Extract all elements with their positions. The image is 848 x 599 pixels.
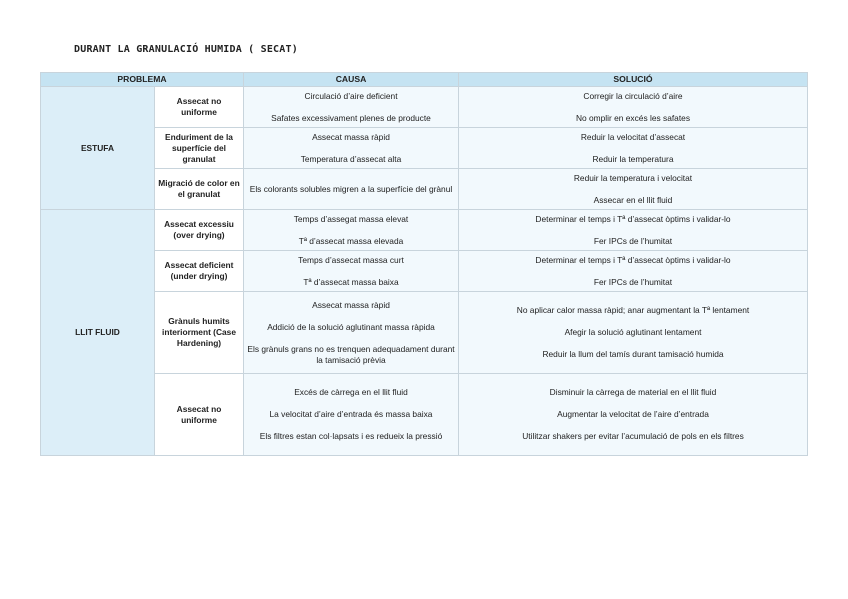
solution-text: Reduir la temperatura i velocitat: [573, 172, 693, 183]
solution-text: Assecar en el llit fluid: [593, 194, 673, 205]
solution-text: No aplicar calor massa ràpid; anar augmentant la Tª lentament: [516, 305, 750, 315]
category-estufa: ESTUFA: [41, 87, 155, 210]
cause-text: La velocitat d’aire d’entrada és massa baixa: [269, 409, 433, 419]
solution-cell: [459, 374, 808, 456]
cause-cell: [244, 374, 459, 456]
cause-cell: [244, 292, 459, 374]
table-row: [41, 87, 808, 128]
solution-cell: [459, 87, 808, 128]
header-causa: CAUSA: [244, 73, 459, 87]
solution-cell: [459, 169, 808, 210]
cause-cell: [244, 251, 459, 292]
cause-text: Temperatura d’assecat alta: [300, 153, 402, 164]
solution-text: Determinar el temps i Tª d’assecat òptims i validar-lo: [535, 254, 731, 265]
solution-text: Disminuir la càrrega de material en el llit fluid: [549, 387, 717, 397]
cause-text: Temps d’assegat massa elevat: [293, 213, 409, 224]
table-row: [41, 374, 808, 456]
cause-text: Safates excessivament plenes de producte: [271, 112, 431, 123]
solution-cell: [459, 251, 808, 292]
cause-cell: [244, 87, 459, 128]
table-row: [41, 128, 808, 169]
header-problema: PROBLEMA: [41, 73, 244, 87]
cause-text: Els filtres estan col·lapsats i es redueix la pressió: [259, 431, 443, 441]
solution-text: Reduir la velocitat d’assecat: [580, 131, 686, 142]
table-row: [41, 292, 808, 374]
problem-cell: Enduriment de la superfície del granulat: [155, 128, 244, 169]
problem-cell: Assecat no uniforme: [155, 87, 244, 128]
cause-text: Els grànuls grans no es trenquen adequadament durant la tamisació prèvia: [247, 343, 455, 365]
cause-text: Excés de càrrega en el llit fluid: [294, 387, 408, 397]
table-header-row: [41, 73, 808, 87]
cause-text: Tª d’assecat massa baixa: [303, 276, 399, 287]
cause-cell: [244, 210, 459, 251]
problem-cell: Assecat deficient (under drying): [155, 251, 244, 292]
solution-text: Fer IPCs de l’humitat: [593, 276, 673, 287]
cause-text: Assecat massa ràpid: [312, 299, 390, 310]
solution-text: Utilitzar shakers per evitar l’acumulació de pols en els filtres: [522, 431, 744, 441]
header-solucio: SOLUCIÓ: [459, 73, 808, 87]
troubleshooting-table: [40, 72, 808, 456]
solution-text: Reduir la llum del tamís durant tamisació humida: [542, 349, 724, 359]
solution-text: Corregir la circulació d’aire: [583, 90, 683, 101]
table-row: [41, 251, 808, 292]
solution-cell: [459, 210, 808, 251]
problem-cell: Grànuls humits interiorment (Case Hardening): [155, 292, 244, 374]
cause-cell: [244, 128, 459, 169]
cause-text: Circulació d’aire deficient: [304, 90, 398, 101]
solution-text: Determinar el temps i Tª d’assecat òptims i validar-lo: [535, 213, 731, 224]
page-title: DURANT LA GRANULACIÓ HUMIDA ( SECAT): [74, 44, 298, 55]
solution-text: No omplir en excés les safates: [575, 112, 691, 123]
solution-cell: [459, 128, 808, 169]
category-llit-fluid: LLIT FLUID: [41, 210, 155, 456]
table-row: [41, 210, 808, 251]
solution-cell: [459, 292, 808, 374]
cause-cell: Els colorants solubles migren a la superfície del grànul: [244, 169, 459, 210]
cause-text: Tª d’assecat massa elevada: [298, 235, 404, 246]
cause-text: Assecat massa ràpid: [312, 131, 390, 142]
solution-text: Reduir la temperatura: [592, 153, 674, 164]
solution-text: Fer IPCs de l’humitat: [593, 235, 673, 246]
solution-text: Afegir la solució aglutinant lentament: [564, 327, 702, 337]
table-row: [41, 169, 808, 210]
cause-text: Temps d’assecat massa curt: [298, 254, 404, 265]
cause-text: Addició de la solució aglutinant massa ràpida: [267, 321, 435, 332]
problem-cell: Assecat excessiu (over drying): [155, 210, 244, 251]
solution-text: Augmentar la velocitat de l’aire d’entrada: [557, 409, 709, 419]
problem-cell: Assecat no uniforme: [155, 374, 244, 456]
problem-cell: Migració de color en el granulat: [155, 169, 244, 210]
